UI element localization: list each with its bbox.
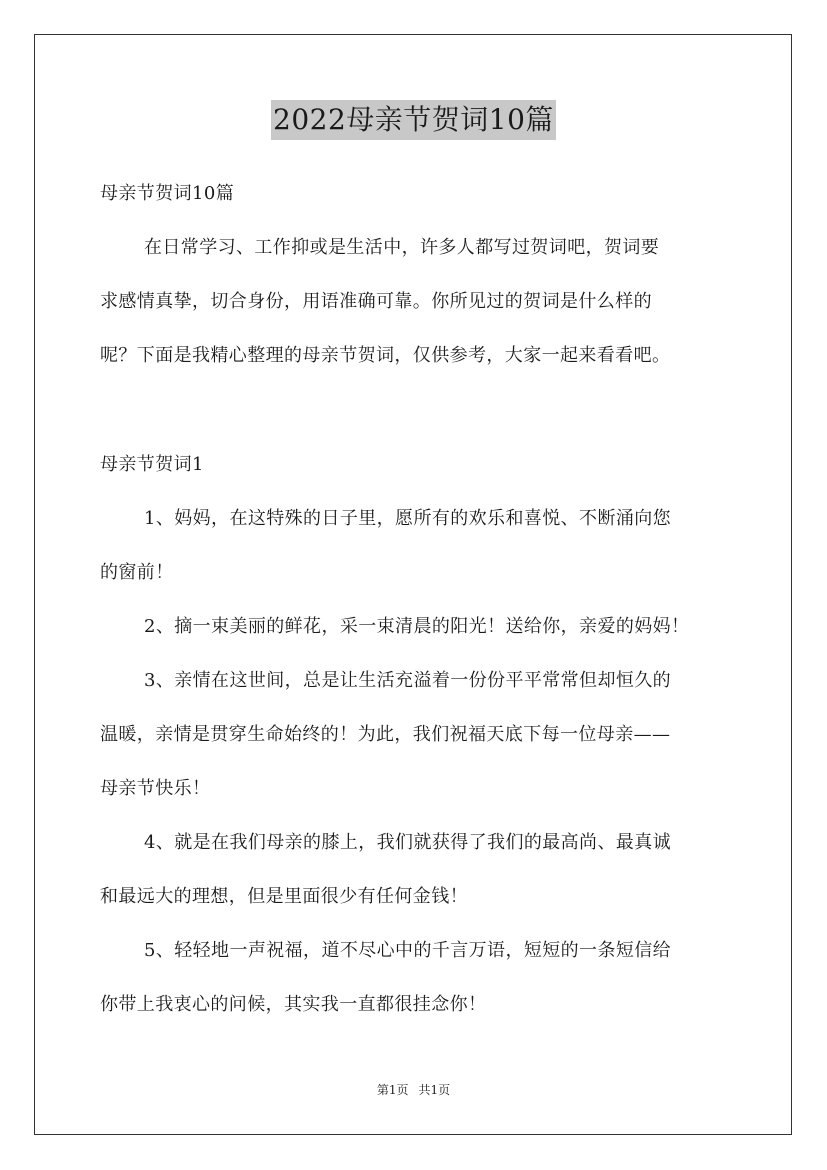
item-line-4: 3、亲情在这世间，总是让生活充溢着一份份平平常常但却恒久的 [144,670,672,691]
item-line-9: 5、轻轻地一声祝福，道不尽心中的千言万语，短短的一条短信给 [144,940,672,961]
document-title: 2022母亲节贺词10篇 [271,100,556,140]
item-line-8: 和最远大的理想，但是里面很少有任何金钱！ [100,886,468,907]
page-footer [0,1082,827,1098]
item-line-5: 温暖，亲情是贯穿生命始终的！为此，我们祝福天底下每一位母亲—— [100,724,671,745]
intro-line-2: 求感情真挚，切合身份，用语准确可靠。你所见过的贺词是什么样的 [100,291,652,312]
section-heading: 母亲节贺词1 [100,454,204,475]
intro-line-3: 呢？下面是我精心整理的母亲节贺词，仅供参考，大家一起来看看吧。 [100,345,671,366]
item-line-6: 母亲节快乐！ [100,778,211,799]
intro-line-1: 在日常学习、工作抑或是生活中，许多人都写过贺词吧，贺词要 [144,237,660,258]
page-number: 第1页 [376,1083,409,1097]
item-line-2: 的窗前！ [100,562,174,583]
page-total: 共1页 [418,1083,451,1097]
item-line-7: 4、就是在我们母亲的膝上，我们就获得了我们的最高尚、最真诚 [144,832,672,853]
item-line-10: 你带上我衷心的问候，其实我一直都很挂念你！ [100,994,487,1015]
title-container [0,100,827,140]
item-line-3: 2、摘一束美丽的鲜花，采一束清晨的阳光！送给你，亲爱的妈妈！ [144,616,690,637]
item-line-1: 1、妈妈，在这特殊的日子里，愿所有的欢乐和喜悦、不断涌向您 [144,508,672,529]
document-subtitle: 母亲节贺词10篇 [100,183,235,204]
